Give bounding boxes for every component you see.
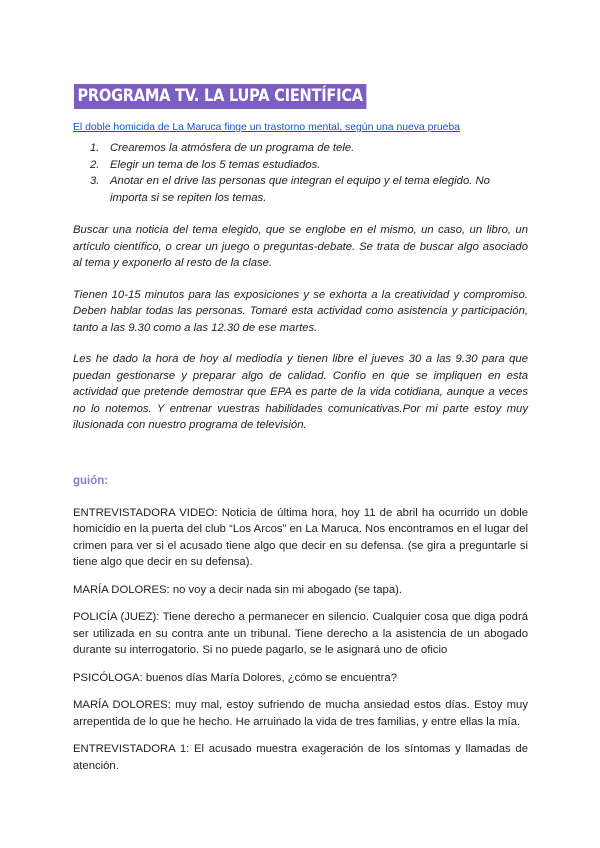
step-number: 1.: [90, 142, 100, 154]
step-text: Crearemos la atmósfera de un programa de tele.: [110, 142, 355, 154]
paragraph-closing: Les he dado la hora de hoy al mediodía y tienen libre el jueves 30 a las 9.30 para que puedan gestionarse y preparar algo de calidad. Confío en que se impliquen en esta actividad que pretende demostrar que EPA es parte de la vida cotidiana, aunque a veces no lo notemos. Y entrenar vuestras habilidades comunicativas.Por mi parte estoy muy ilusionada con nuestro programa de televisión.: [73, 353, 528, 431]
step-text: Elegir un tema de los 5 temas estudiados.: [110, 158, 321, 171]
document-page: [73, 84, 528, 774]
script-line: MARÍA DOLORES: no voy a decir nada sin mi abogado (se tapa).: [73, 583, 403, 596]
steps-list: [73, 140, 528, 206]
paragraph-news-task: Buscar una noticia del tema elegido, que se englobe en el mismo, un caso, un libro, un artículo científico, o crear un juego o preguntas-debate. Se trata de buscar algo asociado al tema y exponerlo al resto de la clase.: [73, 224, 528, 269]
step-text: Anotar en el drive las personas que integran el equipo y el tema elegido. No importa si se repiten los temas.: [110, 175, 490, 204]
step-item: [73, 173, 528, 206]
title-block: [74, 84, 528, 111]
script-line: ENTREVISTADORA 1: El acusado muestra exageración de los síntomas y llamadas de atención.: [73, 743, 528, 772]
page-title: PROGRAMA TV. LA LUPA CIENTÍFICA: [74, 84, 366, 109]
step-item: [73, 140, 528, 157]
guion-heading: guión:: [73, 474, 109, 487]
step-item: [73, 157, 528, 174]
news-link[interactable]: El doble homicida de La Maruca finge un trastorno mental, según una nueva prueba: [73, 122, 461, 133]
script-line: PSICÓLOGA: buenos días María Dolores, ¿cómo se encuentra?: [73, 671, 397, 684]
paragraph-time-rules: Tienen 10-15 minutos para las exposiciones y se exhorta a la creatividad y compromiso. Deben hablar todas las personas. Tomaré esta actividad como asistencia y participación, tanto a las 9.30 como a las 12.30 de ese martes.: [73, 288, 528, 334]
step-number: 2.: [90, 158, 100, 171]
script-line: ENTREVISTADORA VIDEO: Noticia de última hora, hoy 11 de abril ha ocurrido un doble homicidio en la puerta del club “Los Arcos” en La Maruca. Nos encontramos en el lugar del crimen para ver si el acusado tiene algo que decir en su defensa. (se gira a preguntarle si tiene algo que decir en su defensa).: [73, 506, 528, 568]
step-number: 3.: [90, 175, 100, 187]
script-line: POLICÍA (JUEZ): Tiene derecho a permanecer en silencio. Cualquier cosa que diga podrá ser utilizada en su contra ante un tribunal. Tiene derecho a la asistencia de un abogado durante su interrogatorio. Si no puede pagarlo, se le asignará uno de oficio: [73, 611, 528, 656]
script-line: MARÍA DOLORES: muy mal, estoy sufriendo de mucha ansiedad estos días. Estoy muy arrepentida de lo que he hecho. He arruinado la vida de tres familias, y entre ellas la mía.: [73, 699, 528, 728]
